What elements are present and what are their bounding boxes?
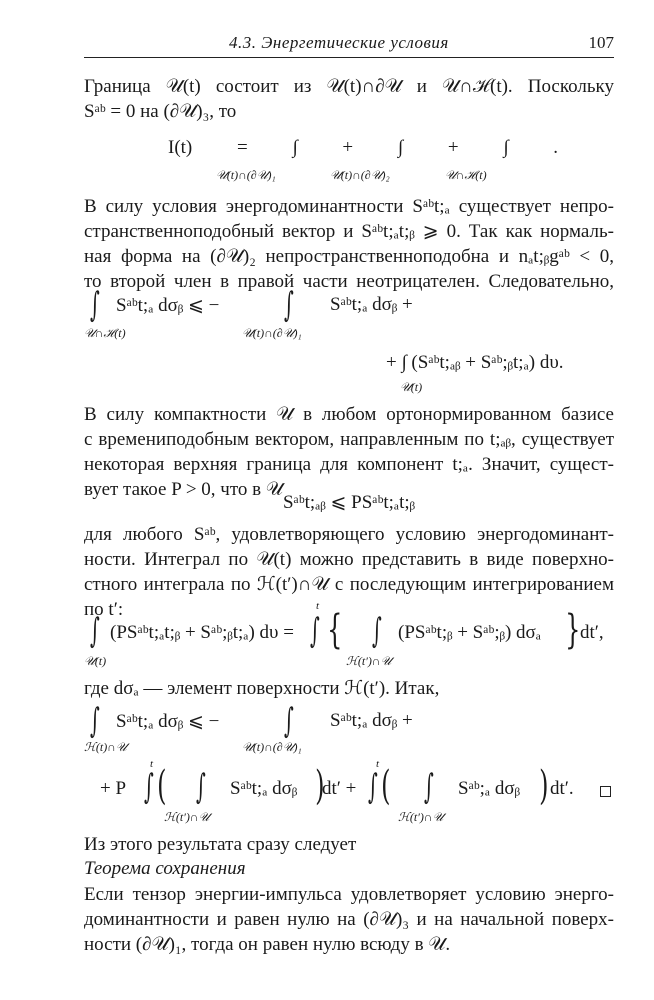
- integral-sign: ∫: [423, 767, 434, 807]
- text-line: вует такое P > 0, что в 𝒰: [84, 479, 283, 500]
- section-title: 4.3. Энергетические условия: [229, 33, 449, 52]
- text-line: В силу компактности 𝒰 в любом ортонормированном базисе: [84, 404, 614, 425]
- equation-integral-sum: I(t) = ∫ + ∫ + ∫ .: [168, 137, 559, 158]
- left-paren: (: [381, 763, 391, 809]
- text-line: некоторая верхняя граница для компонент t;ₐ. Значит, сущест-: [84, 454, 614, 475]
- integral-limit: 𝒰(t): [84, 654, 107, 668]
- right-brace: }: [565, 607, 581, 653]
- left-brace: {: [327, 607, 343, 653]
- text-line: ности. Интеграл по 𝒰(t) можно представить в виде поверхно-: [84, 549, 614, 570]
- equation-surface-integral: (PSᵃᵇt;ᵦ + Sᵃᵇ;ᵦ) dσₐ: [398, 622, 541, 643]
- equation-volume-integral: (PSᵃᵇt;ₐt;ᵦ + Sᵃᵇ;ᵦt;ₐ) dυ =: [110, 622, 294, 643]
- integral-limit: ℋ(t′)∩𝒰: [164, 810, 210, 824]
- equation-differential: dt′ +: [322, 778, 357, 799]
- integral-limit: 𝒰(t)∩(∂𝒰)₁: [216, 168, 276, 182]
- equation-volume-term: + ∫ (Sᵃᵇt;ₐᵦ + Sᵃᵇ;ᵦt;ₐ) dυ.: [386, 352, 564, 373]
- text-line: Если тензор энергии-импульса удовлетворяет условию энерго-: [84, 884, 614, 905]
- running-header: [84, 33, 614, 58]
- theorem-title: Теорема сохранения: [84, 858, 246, 879]
- integral-upper-limit: t: [316, 600, 320, 612]
- equation-inequality-left: Sᵃᵇt;ₐ dσᵦ ⩽ −: [116, 711, 220, 732]
- text-line: странственноподобный вектор и Sᵃᵇt;ₐt;ᵦ ⩾ 0. Так как нормаль-: [84, 221, 614, 242]
- equation-surface-term: Sᵃᵇt;ₐ dσᵦ: [230, 778, 298, 799]
- text-line: Граница 𝒰(t) состоит из 𝒰(t)∩∂𝒰 и 𝒰∩ℋ(t). Поскольку: [84, 76, 614, 97]
- text-line: Из этого результата сразу следует: [84, 834, 357, 855]
- integral-sign: ∫: [143, 767, 154, 807]
- integral-sign: ∫: [89, 701, 100, 741]
- integral-sign: ∫: [367, 767, 378, 807]
- equation-constant: + P: [100, 778, 127, 799]
- integral-limit: ℋ(t′)∩𝒰: [398, 810, 444, 824]
- left-paren: (: [157, 763, 167, 809]
- equation-inequality-left: Sᵃᵇt;ₐ dσᵦ ⩽ −: [116, 295, 220, 316]
- equation-differential: dt′,: [580, 622, 604, 643]
- text-line: доминантности и равен нулю на (∂𝒰)₃ и на начальной поверх-: [84, 909, 614, 930]
- right-paren: ): [315, 763, 325, 809]
- equation-inequality-right: Sᵃᵇt;ₐ dσᵦ +: [330, 294, 413, 315]
- text-line: по t′:: [84, 599, 124, 620]
- equation-bound: Sᵃᵇt;ₐᵦ ⩽ PSᵃᵇt;ₐt;ᵦ: [282, 492, 416, 513]
- integral-upper-limit: t: [150, 758, 154, 770]
- text-line: В силу условия энергодоминантности Sᵃᵇt;ₐ существует непро-: [84, 196, 614, 217]
- integral-limit: 𝒰(t)∩(∂𝒰)₂: [330, 168, 390, 182]
- page-number: 107: [588, 33, 614, 52]
- integral-limit: 𝒰∩ℋ(t): [445, 168, 487, 182]
- text-line: стного интеграла по ℋ(t′)∩𝒰 с последующим интегрированием: [84, 574, 614, 595]
- text-line: для любого Sᵃᵇ, удовлетворяющего условию энергодоминант-: [84, 524, 614, 545]
- text-line: Sᵃᵇ = 0 на (∂𝒰)₃, то: [84, 101, 237, 122]
- integral-sign: ∫: [283, 701, 294, 741]
- integral-upper-limit: t: [376, 758, 380, 770]
- end-of-proof-symbol: [600, 786, 611, 797]
- integral-sign: ∫: [309, 611, 320, 651]
- text-line: с времениподобным вектором, направленным по t;ₐᵦ, существует: [84, 429, 614, 450]
- text-line: то второй член в правой части неотрицателен. Следовательно,: [84, 271, 614, 292]
- integral-limit: 𝒰∩ℋ(t): [84, 326, 126, 340]
- integral-limit: ℋ(t)∩𝒰: [84, 740, 127, 754]
- integral-sign: ∫: [371, 611, 382, 651]
- text-line: ности (∂𝒰)₁, тогда он равен нулю всюду в 𝒰.: [84, 934, 451, 955]
- integral-sign: ∫: [89, 285, 100, 325]
- integral-sign: ∫: [89, 611, 100, 651]
- integral-sign: ∫: [283, 285, 294, 325]
- integral-sign: ∫: [195, 767, 206, 807]
- integral-limit: ℋ(t′)∩𝒰: [346, 654, 392, 668]
- integral-limit: 𝒰(t)∩(∂𝒰)₁: [242, 326, 302, 340]
- text-line: где dσₐ — элемент поверхности ℋ(t′). Итак,: [84, 678, 440, 699]
- text-line: ная форма на (∂𝒰)₂ непространственноподобна и nₐt;ᵦgᵃᵇ < 0,: [84, 246, 614, 267]
- equation-differential: dt′.: [550, 778, 574, 799]
- right-paren: ): [539, 763, 549, 809]
- equation-inequality-right: Sᵃᵇt;ₐ dσᵦ +: [330, 710, 413, 731]
- integral-limit: 𝒰(t)∩(∂𝒰)₁: [242, 740, 302, 754]
- equation-surface-term: Sᵃᵇ;ₐ dσᵦ: [458, 778, 520, 799]
- integral-limit: 𝒰(t): [400, 380, 423, 394]
